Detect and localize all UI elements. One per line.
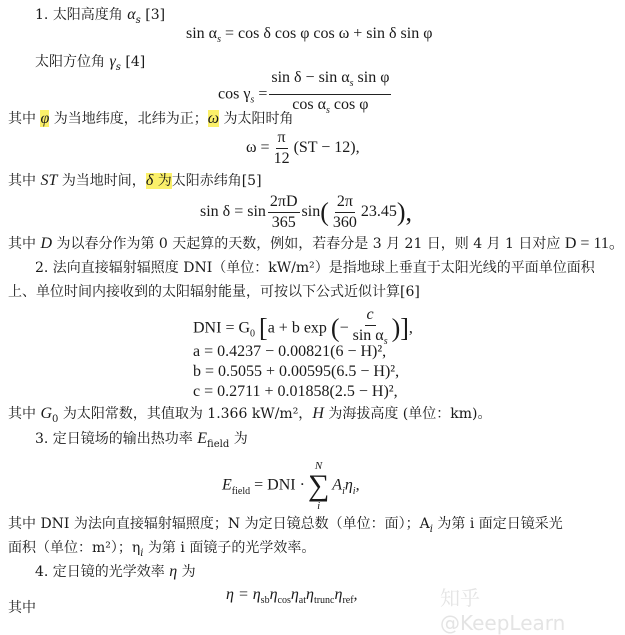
item-3-note-line-2: 面积（单位：m²）；$\eta_i$ 为第 i 面镜子的光学效率。 bbox=[8, 540, 316, 559]
formula-a: a = 0.4237 − 0.00821(6 − H)², bbox=[193, 343, 387, 360]
formula-declination: sin δ = sin $\frac{2\pi D}{365}$ sin( $\frac{2\pi}{360}$ 23.45), bbox=[200, 193, 413, 231]
day-note: 其中 D 为以春分作为第 0 天起算的天数，例如，若春分是 3 月 21 日，则 4 月 1 日对应 D = 11。 bbox=[8, 235, 625, 252]
formula-hour-angle: ω = $\frac{\pi}{12}$ (ST − 12), bbox=[246, 129, 360, 167]
item-2-line-2: 上、单位时间内接收到的太阳辐射能量，可按以下公式近似计算[6] bbox=[8, 284, 420, 300]
item-3-note-line-1: 其中 DNI 为法向直接辐射辐照度；N 为定日镜总数（单位：面）；$A_i$ 为第 i 面定日镜采光 bbox=[8, 516, 563, 535]
formula-azimuth: $\cos \gamma_s$ = $\frac{\sin \delta - \sin \alpha_s \sin \varphi}{\cos \alpha_s \cos \varphi}$ bbox=[218, 69, 390, 117]
watermark: 知乎 @KeepLearn bbox=[440, 586, 566, 635]
closing-text: 其中 bbox=[8, 600, 36, 616]
item-1-heading: 1. 太阳高度角 $\alpha_s$ [3] bbox=[35, 6, 166, 26]
formula-field-power: $E_{field}$ = DNI · N ∑ i $A_i\eta_i$, bbox=[222, 460, 360, 512]
formula-dni: DNI = $G_0$ [a + b exp (− $\frac{c}{\sin \alpha_s}$ )], bbox=[193, 306, 413, 348]
formula-c: c = 0.2711 + 0.01858(2.5 − H)², bbox=[193, 383, 398, 400]
item-4-heading: 4. 定日镜的光学效率 η 为 bbox=[35, 563, 196, 580]
latitude-note: 其中 φ 为当地纬度，北纬为正；ω 为太阳时角 bbox=[8, 110, 294, 127]
item-2-line-1: 2. 法向直接辐射辐照度 DNI（单位：kW/m²）是指地球上垂直于太阳光线的平面单位面积 bbox=[35, 260, 595, 276]
time-note: 其中 ST 为当地时间，δ 为太阳赤纬角[5] bbox=[8, 172, 262, 189]
formula-optical-efficiency: $\eta = \eta_{sb}\eta_{cos}\eta_{at}\eta_{trunc}\eta_{ref}$, bbox=[226, 586, 358, 607]
item-3-heading: 3. 定日镜场的输出热功率 $E_{field}$ 为 bbox=[35, 430, 248, 450]
formula-solar-altitude: $\sin \alpha_s = \cos \delta$ cos φ cos ω + sin δ sin φ bbox=[186, 25, 433, 46]
azimuth-heading: 太阳方位角 $\gamma_s$ [4] bbox=[35, 53, 146, 73]
solar-constant-note: 其中 $G_0$ 为太阳常数，其值取为 1.366 kW/m²，H 为海拔高度 (单位：km)。 bbox=[8, 405, 492, 425]
formula-b: b = 0.5055 + 0.00595(6.5 − H)², bbox=[193, 363, 400, 380]
